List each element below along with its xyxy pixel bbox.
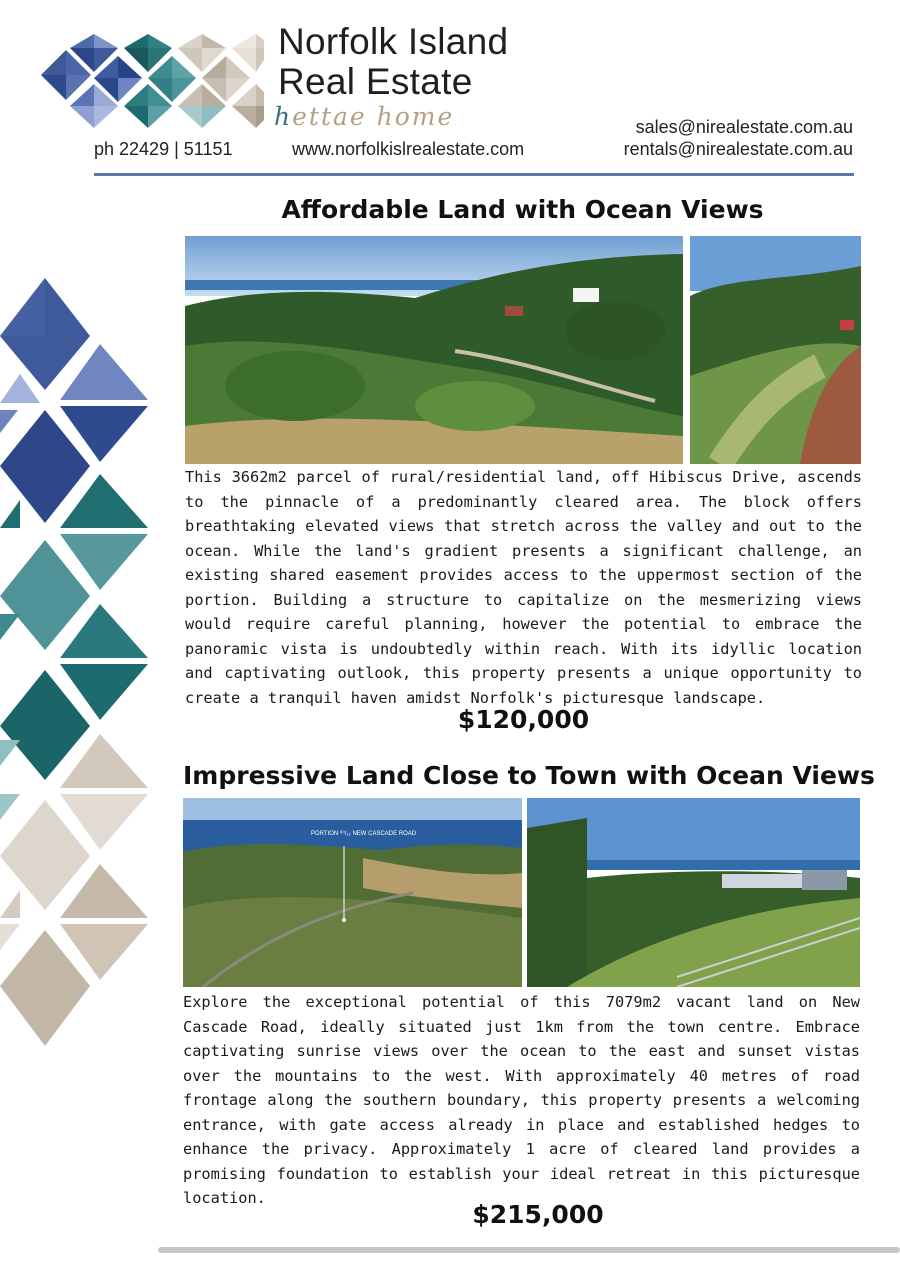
brand-name [278,22,508,102]
rentals-email-link[interactable]: rentals@nirealestate.com.au [623,139,853,159]
photo-caption: PORTION ⁶⁰/₁₂ NEW CASCADE ROAD [311,831,417,837]
listing-1-description: This 3662m2 parcel of rural/residential land, off Hibiscus Drive, ascends to the pinnacle of a predominantly cleared area. The block offers breathtaking elevated views that stretch across the valley and out to the ocean. While the land's gradient presents a significant challenge, an existing shared easement provides access to the uppermost section of the portion. Building a structure to capitalize on the mesmerizing views would require careful planning, however the potential to embrace the panoramic vista is undoubtedly within reach. With its idyllic location and captivating outlook, this property presents a unique opportunity to create a tranquil haven amidst Norfolk's picturesque landscape. [185,468,862,707]
logo-mosaic [36,30,266,130]
brand-tagline [274,102,454,131]
brand-name-line1: Norfolk Island [278,21,509,62]
listing-1-price: $120,000 [457,705,590,734]
listing-2-photo-aerial [183,798,522,987]
sales-email-link[interactable]: sales@nirealestate.com.au [635,117,853,137]
listing-2-price: $215,000 [472,1200,604,1229]
website-link[interactable]: www.norfolkislrealestate.com [292,139,525,159]
header-divider [94,173,854,176]
listing-2-photo-yard [527,798,860,987]
phone-number: ph 22429 | 51151 [94,139,233,159]
logo-tiles [41,30,264,128]
side-tiles [0,278,148,1046]
tagline-rest: ettae home [292,102,455,131]
side-mosaic [0,278,150,1053]
tagline-initial: h [274,102,293,131]
listing-2-title: Impressive Land Close to Town with Ocean Views [183,761,875,790]
listing-1-photo-side [690,236,861,464]
footer-bar [158,1247,900,1253]
listing-2-description: Explore the exceptional potential of this 7079m2 vacant land on New Cascade Road, ideally situated just 1km from the town centre. Embrace captivating sunrise views over the ocean to the east and sunset vistas over the mountains to the west. With approximately 40 metres of road frontage along the southern boundary, this property presents a welcoming entrance, with gate access already in place and established hedges to enhance the privacy. Approximately 1 acre of cleared land provides a promising foundation to establish your ideal retreat in this picturesque location. [183,993,860,1207]
brand-name-line2: Real Estate [278,61,473,102]
listing-1-title: Affordable Land with Ocean Views [281,195,764,224]
listing-1-photo-main [185,236,683,464]
